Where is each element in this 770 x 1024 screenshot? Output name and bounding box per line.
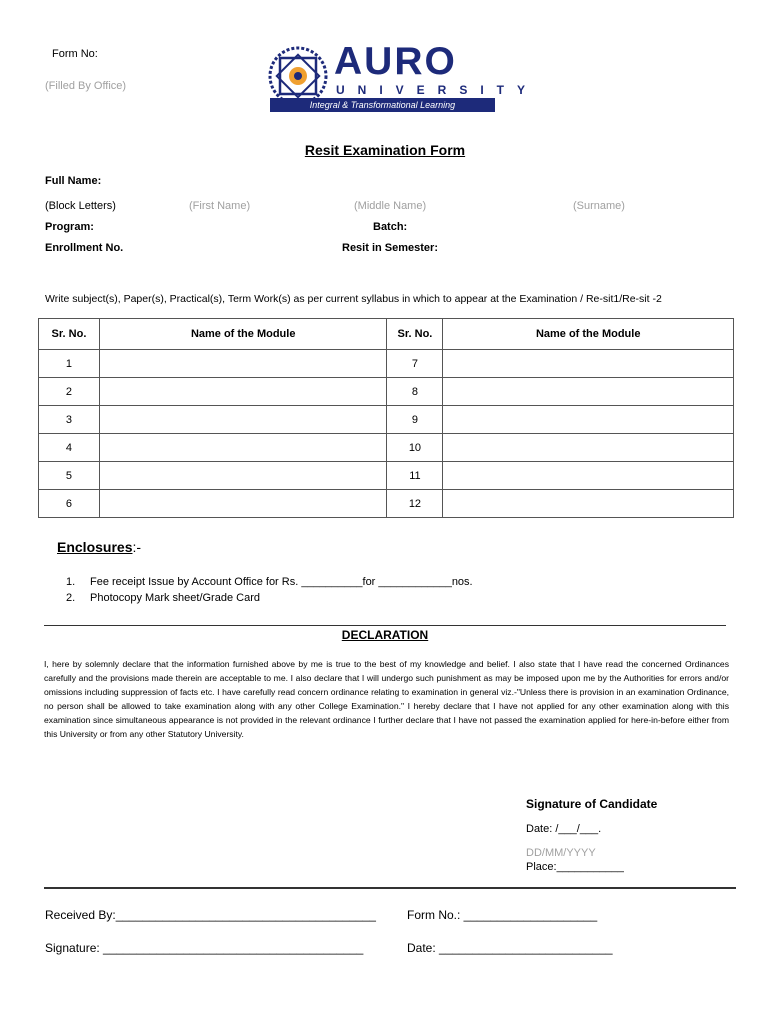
signature-date-field[interactable]: Date: /___/___.: [526, 823, 602, 835]
module-name-cell[interactable]: [443, 434, 734, 462]
header-module-right: Name of the Module: [443, 319, 734, 350]
table-row: [39, 462, 734, 490]
surname-hint: (Surname): [573, 200, 625, 212]
header-module-left: Name of the Module: [99, 319, 387, 350]
office-form-no-field[interactable]: Form No.: ____________________: [407, 908, 598, 922]
table-row: [39, 406, 734, 434]
logo-wordmark: AURO: [334, 40, 457, 83]
declaration-text: I, here by solemnly declare that the information furnished above by me is true to the best of my knowledge and belief. I also state that I have read the concerned Ordinances carefully and the provisions made therein are acceptable to me. I also declare that I will undergo such punishment as may be imposed upon me by the Authorities for errors and/or omissions including suppression of facts etc. I have carefully read concern ordinance relating to examination in general viz.-"Unless there is provision in an examination Ordinance, no person shall be allowed to take examination along with any other College Examination." I hereby declare that I have not applied for any other examination along with this examination since simultaneous appearance is not provided in the relevant ordinance I further declare that I have not passed the examination applied for here-in-before either from this University or from any other Statutory University.: [44, 659, 729, 739]
module-table: [38, 318, 734, 518]
sr-no-cell: 12: [387, 490, 443, 518]
enclosures-heading: [57, 539, 141, 555]
sr-no-cell: 8: [387, 378, 443, 406]
table-row: [39, 350, 734, 378]
list-item: [66, 590, 473, 606]
sr-no-cell: 7: [387, 350, 443, 378]
list-item-text: Photocopy Mark sheet/Grade Card: [90, 592, 260, 604]
enclosures-suffix: :-: [132, 539, 142, 555]
batch-label: Batch:: [373, 221, 408, 233]
resit-semester-label: Resit in Semester:: [342, 242, 438, 254]
module-name-cell[interactable]: [99, 406, 387, 434]
filled-by-office-note: (Filled By Office): [45, 80, 127, 92]
enclosures-list: [66, 574, 473, 606]
middle-name-hint: (Middle Name): [354, 200, 427, 212]
table-row: [39, 490, 734, 518]
sr-no-cell: 2: [39, 378, 100, 406]
header-sr-no-left: Sr. No.: [39, 319, 100, 350]
received-by-field[interactable]: Received By:_______________________________________: [45, 908, 376, 922]
list-item-number: 1.: [66, 576, 76, 588]
module-name-cell[interactable]: [443, 378, 734, 406]
table-row: [39, 434, 734, 462]
sr-no-cell: 9: [387, 406, 443, 434]
list-item: [66, 574, 473, 590]
divider: [44, 625, 726, 626]
module-name-cell[interactable]: [99, 350, 387, 378]
sr-no-cell: 5: [39, 462, 100, 490]
enrollment-label: Enrollment No.: [45, 242, 124, 254]
form-no-label: Form No:: [52, 48, 98, 60]
enclosures-title: Enclosures: [57, 539, 133, 555]
logo-university-text: UNIVERSITY: [336, 83, 539, 97]
module-name-cell[interactable]: [99, 490, 387, 518]
form-title: Resit Examination Form: [304, 142, 466, 158]
sr-no-cell: 11: [387, 462, 443, 490]
signature-place-field[interactable]: Place:___________: [526, 861, 624, 873]
module-name-cell[interactable]: [443, 350, 734, 378]
module-name-cell[interactable]: [99, 434, 387, 462]
module-name-cell[interactable]: [443, 462, 734, 490]
list-item-text: Fee receipt Issue by Account Office for Rs. __________for ____________nos.: [90, 576, 473, 588]
first-name-hint: (First Name): [189, 200, 251, 212]
sr-no-cell: 6: [39, 490, 100, 518]
logo-emblem-icon: [268, 46, 328, 106]
module-name-cell[interactable]: [443, 490, 734, 518]
sr-no-cell: 1: [39, 350, 100, 378]
signature-of-candidate-label: Signature of Candidate: [526, 797, 658, 811]
header-sr-no-right: Sr. No.: [387, 319, 443, 350]
instruction-text: Write subject(s), Paper(s), Practical(s), Term Work(s) as per current syllabus in which to appear at the Examination / Re-sit1/Re-sit -2: [45, 293, 662, 305]
office-signature-field[interactable]: Signature: _______________________________________: [45, 941, 364, 955]
module-name-cell[interactable]: [99, 462, 387, 490]
full-name-label: Full Name:: [45, 175, 102, 187]
table-header-row: [39, 319, 734, 350]
module-name-cell[interactable]: [99, 378, 387, 406]
list-item-number: 2.: [66, 592, 76, 604]
table-row: [39, 378, 734, 406]
divider: [44, 887, 736, 889]
sr-no-cell: 10: [387, 434, 443, 462]
date-format-hint: DD/MM/YYYY: [526, 847, 596, 859]
program-label: Program:: [45, 221, 94, 233]
block-letters-label: (Block Letters): [45, 200, 116, 212]
logo-tagline: Integral & Transformational Learning: [270, 98, 495, 112]
sr-no-cell: 3: [39, 406, 100, 434]
office-date-field[interactable]: Date: __________________________: [407, 941, 613, 955]
module-name-cell[interactable]: [443, 406, 734, 434]
declaration-heading: DECLARATION: [341, 628, 429, 642]
sr-no-cell: 4: [39, 434, 100, 462]
